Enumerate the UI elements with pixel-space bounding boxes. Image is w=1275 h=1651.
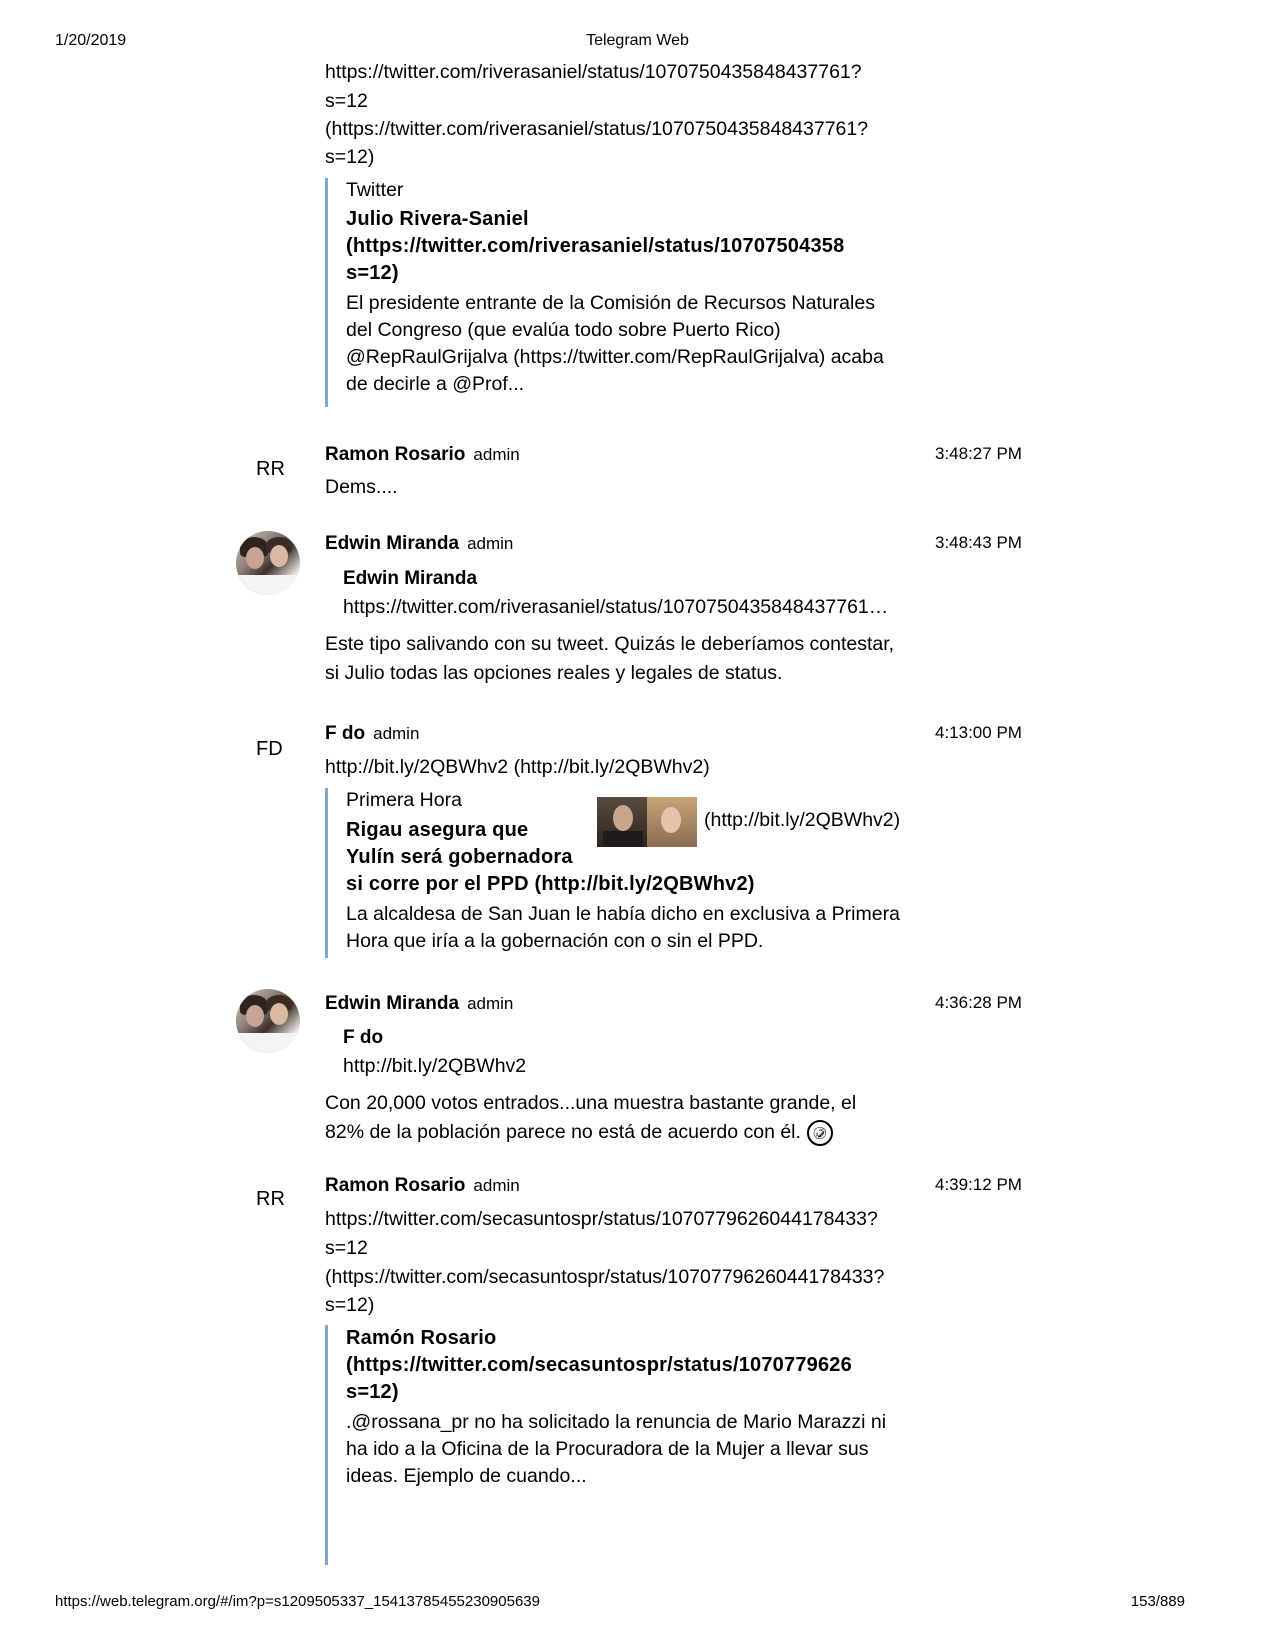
message-line: Este tipo salivando con su tweet. Quizás le deberíamos contestar, (325, 633, 895, 655)
preview-title[interactable]: Julio Rivera-Saniel (346, 208, 529, 230)
preview-desc: .@rossana_pr no ha solicitado la renuncia de Mario Marazzi ni (346, 1411, 887, 1433)
author-name[interactable]: Ramon Rosario (325, 1175, 466, 1196)
print-date: 1/20/2019 (55, 32, 127, 49)
author-name[interactable]: Ramon Rosario (325, 444, 466, 465)
print-title: Telegram Web (586, 32, 689, 49)
admin-badge: admin (467, 534, 514, 553)
reply-text: https://twitter.com/riverasaniel/status/1070750435848437761… (343, 596, 889, 618)
author-name[interactable]: F do (325, 723, 366, 744)
message-line: s=12) (325, 1294, 375, 1316)
avatar[interactable] (236, 989, 300, 1053)
message-line[interactable]: https://twitter.com/riverasaniel/status/1070750435848437761? (325, 61, 862, 83)
preview-title[interactable]: (https://twitter.com/riverasaniel/status/10707504358 (346, 235, 845, 257)
message-line[interactable]: (https://twitter.com/secasuntospr/status/1070779626044178433? (325, 1266, 885, 1288)
message-line[interactable]: https://twitter.com/secasuntospr/status/1070779626044178433? (325, 1208, 878, 1230)
reply-author: Edwin Miranda (343, 568, 478, 589)
rolling-laughing-emoji-icon: 🤣︎ (807, 1120, 833, 1146)
message-text: Dems.... (325, 476, 398, 498)
admin-badge: admin (373, 724, 420, 743)
avatar[interactable] (236, 531, 300, 595)
author-name[interactable]: Edwin Miranda (325, 533, 460, 554)
preview-desc: ha ido a la Oficina de la Procuradora de la Mujer a llevar sus (346, 1438, 869, 1460)
preview-desc: de decirle a @Prof... (346, 373, 525, 395)
preview-desc: Hora que iría a la gobernación con o sin el PPD. (346, 930, 764, 952)
avatar-initials[interactable]: RR (256, 458, 285, 480)
message-time: 4:36:28 PM (935, 993, 1022, 1012)
thumbnail-link[interactable]: (http://bit.ly/2QBWhv2) (704, 809, 901, 831)
message-time: 4:39:12 PM (935, 1175, 1022, 1194)
reply-text: http://bit.ly/2QBWhv2 (343, 1055, 527, 1077)
admin-badge: admin (467, 994, 514, 1013)
print-page-number: 153/889 (1130, 1593, 1185, 1610)
message-link[interactable]: http://bit.ly/2QBWhv2 (http://bit.ly/2QBWhv2) (325, 756, 710, 778)
message-line: Con 20,000 votos entrados...una muestra bastante grande, el (325, 1092, 857, 1114)
admin-badge: admin (473, 1176, 520, 1195)
message-line[interactable]: (https://twitter.com/riverasaniel/status/1070750435848437761? (325, 118, 869, 140)
preview-title[interactable]: Ramón Rosario (346, 1327, 497, 1349)
quote-bar (325, 788, 328, 958)
preview-title[interactable]: s=12) (346, 262, 399, 284)
preview-title[interactable]: (https://twitter.com/secasuntospr/status/1070779626 (346, 1354, 852, 1376)
print-url: https://web.telegram.org/#/im?p=s1209505337_15413785455230905639 (55, 1593, 540, 1610)
message-author[interactable] (325, 993, 513, 1015)
preview-desc: ideas. Ejemplo de cuando... (346, 1465, 587, 1487)
message-author[interactable] (325, 723, 419, 745)
message-line: si Julio todas las opciones reales y legales de status. (325, 662, 783, 684)
preview-title[interactable]: Yulín será gobernadora (346, 846, 573, 868)
avatar-initials[interactable]: FD (256, 738, 283, 760)
message-author[interactable] (325, 1175, 520, 1197)
message-author[interactable] (325, 444, 520, 466)
preview-title[interactable]: Rigau asegura que (346, 819, 529, 841)
reply-author: F do (343, 1027, 384, 1048)
admin-badge: admin (473, 445, 520, 464)
message-line: s=12 (325, 1237, 368, 1259)
preview-site: Primera Hora (346, 789, 462, 811)
message-line: s=12) (325, 146, 375, 168)
avatar-initials[interactable]: RR (256, 1188, 285, 1210)
preview-desc: El presidente entrante de la Comisión de Recursos Naturales (346, 292, 875, 314)
preview-thumbnail[interactable] (597, 797, 697, 847)
preview-title[interactable]: s=12) (346, 1381, 399, 1403)
quote-bar (325, 178, 328, 407)
preview-desc: del Congreso (que evalúa todo sobre Puerto Rico) (346, 319, 781, 341)
preview-desc: @RepRaulGrijalva (https://twitter.com/RepRaulGrijalva) acaba (346, 346, 884, 368)
quote-bar (325, 1325, 328, 1565)
preview-site: Twitter (346, 179, 404, 201)
message-time: 4:13:00 PM (935, 723, 1022, 742)
message-line: 82% de la población parece no está de acuerdo con él. 🤣︎ (325, 1118, 935, 1147)
message-time: 3:48:43 PM (935, 533, 1022, 552)
preview-desc: La alcaldesa de San Juan le había dicho en exclusiva a Primera (346, 903, 900, 925)
message-time: 3:48:27 PM (935, 444, 1022, 463)
message-line: s=12 (325, 90, 368, 112)
author-name[interactable]: Edwin Miranda (325, 993, 460, 1014)
preview-title[interactable]: si corre por el PPD (http://bit.ly/2QBWhv2) (346, 873, 755, 895)
message-author[interactable] (325, 533, 513, 555)
